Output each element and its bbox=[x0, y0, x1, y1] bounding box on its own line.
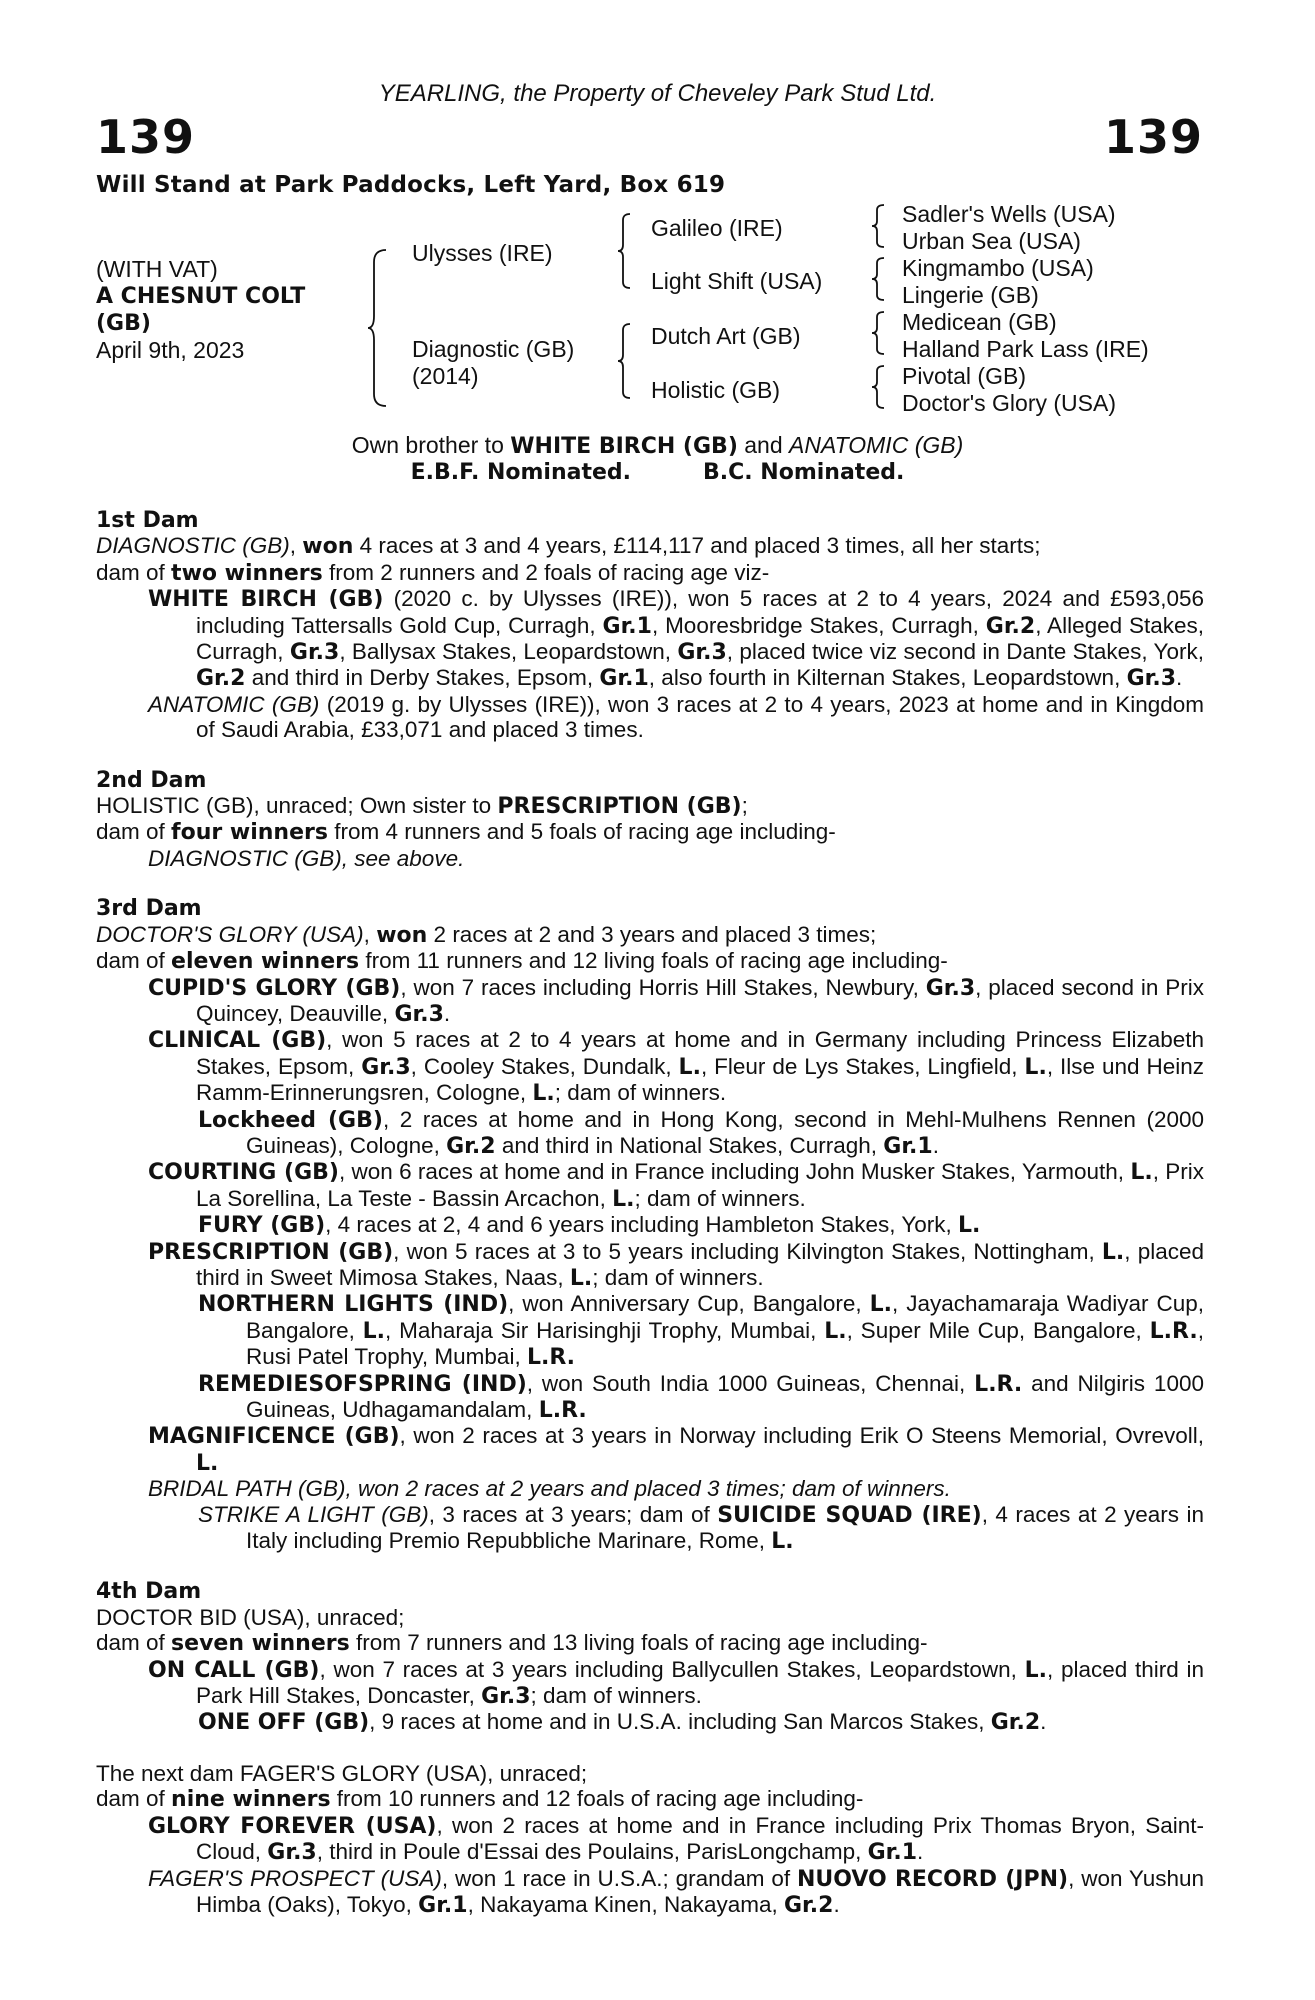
dam-year: (2014) bbox=[412, 363, 479, 389]
brace-g2 bbox=[872, 256, 886, 302]
own-brother-note: Own brother to WHITE BIRCH (GB) and ANATOMIC (GB) bbox=[351, 432, 964, 459]
second-dam-line: HOLISTIC (GB), unraced; Own sister to PRESCRIPTION (GB); bbox=[96, 793, 748, 820]
gen3-5: Medicean (GB) bbox=[902, 309, 1057, 335]
gen3-4: Lingerie (GB) bbox=[902, 282, 1039, 308]
gen3-8: Doctor's Glory (USA) bbox=[902, 390, 1116, 416]
second-dam-produce: dam of four winners from 4 runners and 5 foals of racing age including- bbox=[96, 819, 836, 846]
horse-country: (GB) bbox=[96, 311, 151, 336]
lot-number-left: 139 bbox=[96, 110, 196, 164]
nominations: E.B.F. Nominated. B.C. Nominated. bbox=[410, 460, 905, 485]
third-dam-section bbox=[96, 896, 1204, 1554]
entry-white-birch: WHITE BIRCH (GB) (2020 c. by Ulysses (IRE)), won 5 races at 2 to 4 years, 2024 and £593,056 including Tattersalls Gold Cup, Curragh, Gr.1, Mooresbridge Stakes, Curragh, Gr.2, Alleged Stakes, Curragh, Gr.3, Ballysax Stakes, Leopardstown, Gr.3, placed twice viz second in Dante Stakes, York, Gr.2 and third in Derby Stakes, Epsom, Gr.1, also fourth in Kilternan Stakes, Leopardstown, Gr.3. bbox=[148, 586, 1205, 692]
third-dam-produce: dam of eleven winners from 11 runners and 12 living foals of racing age including- bbox=[96, 948, 948, 975]
dam: Diagnostic (GB) bbox=[412, 336, 575, 362]
gen3-7: Pivotal (GB) bbox=[902, 363, 1026, 389]
gen3-2: Urban Sea (USA) bbox=[902, 228, 1081, 254]
horse-name: A CHESNUT COLT bbox=[96, 284, 306, 309]
entry-magnificence: MAGNIFICENCE (GB), won 2 races at 3 years in Norway including Erik O Steens Memorial, Ovrevoll, L. bbox=[148, 1423, 1204, 1476]
entry-remediesofspring: REMEDIESOFSPRING (IND), won South India 1000 Guineas, Chennai, L.R. and Nilgiris 1000 Guineas, Udhagamandalam, L.R. bbox=[198, 1370, 1204, 1423]
entry-diagnostic: DIAGNOSTIC (GB), see above. bbox=[148, 845, 465, 871]
catalogue-body bbox=[96, 508, 1204, 1918]
second-dam-section bbox=[96, 768, 1204, 872]
brace-dam bbox=[618, 322, 632, 400]
next-dam-section bbox=[96, 1761, 1204, 1918]
entry-anatomic: ANATOMIC (GB) (2019 g. by Ulysses (IRE)), won 3 races at 2 to 4 years, 2023 at home and in Kingdom of Saudi Arabia, £33,071 and placed 3 times. bbox=[148, 691, 1205, 743]
entry-northern-lights: NORTHERN LIGHTS (IND), won Anniversary Cup, Bangalore, L., Jayachamaraja Wadiyar Cup, Bangalore, L., Maharaja Sir Harisinghji Trophy, Mumbai, L., Super Mile Cup, Bangalore, L.R., Rusi Patel Trophy, Mumbai, L.R. bbox=[198, 1291, 1204, 1371]
entry-prescription: PRESCRIPTION (GB), won 5 races at 3 to 5 years including Kilvington Stakes, Nottingham, L., placed third in Sweet Mimosa Stakes, Naas, L.; dam of winners. bbox=[148, 1238, 1204, 1291]
brace-main bbox=[368, 248, 390, 408]
entry-fury: FURY (GB), 4 races at 2, 4 and 6 years including Hambleton Stakes, York, L. bbox=[198, 1212, 981, 1239]
stand-location: Will Stand at Park Paddocks, Left Yard, Box 619 bbox=[96, 172, 726, 198]
first-dam-heading: 1st Dam bbox=[96, 508, 199, 533]
entry-one-off: ONE OFF (GB), 9 races at home and in U.S.A. including San Marcos Stakes, Gr.2. bbox=[198, 1709, 1047, 1736]
gen3-6: Halland Park Lass (IRE) bbox=[902, 336, 1149, 362]
entry-lockheed: Lockheed (GB), 2 races at home and in Hong Kong, second in Mehl-Mulhens Rennen (2000 Guineas), Cologne, Gr.2 and third in National Stakes, Curragh, Gr.1. bbox=[198, 1106, 1204, 1159]
fourth-dam-heading: 4th Dam bbox=[96, 1579, 202, 1605]
entry-fagers-prospect: FAGER'S PROSPECT (USA), won 1 race in U.S.A.; grandam of NUOVO RECORD (JPN), won Yushun Himba (Oaks), Tokyo, Gr.1, Nakayama Kinen, Nakayama, Gr.2. bbox=[148, 1865, 1204, 1918]
lot-number-right: 139 bbox=[1103, 110, 1203, 164]
dam-dam: Holistic (GB) bbox=[651, 377, 781, 403]
brace-g1 bbox=[872, 203, 886, 249]
sire-dam: Light Shift (USA) bbox=[651, 268, 823, 294]
vat-note: (WITH VAT) bbox=[96, 256, 218, 282]
lot-subtitle: YEARLING, the Property of Cheveley Park Stud Ltd. bbox=[378, 80, 937, 107]
second-dam-heading: 2nd Dam bbox=[96, 767, 207, 793]
entry-cupids-glory: CUPID'S GLORY (GB), won 7 races including Horris Hill Stakes, Newbury, Gr.3, placed second in Prix Quincey, Deauville, Gr.3. bbox=[148, 974, 1205, 1027]
entry-clinical: CLINICAL (GB), won 5 races at 2 to 4 years at home and in Germany including Princess Elizabeth Stakes, Epsom, Gr.3, Cooley Stakes, Dundalk, L., Fleur de Lys Stakes, Lingfield, L., Ilse und Heinz Ramm-Erinnerungsren, Cologne, L.; dam of winners. bbox=[148, 1027, 1204, 1107]
gen3-1: Sadler's Wells (USA) bbox=[902, 201, 1116, 227]
entry-courting: COURTING (GB), won 6 races at home and in France including John Musker Stakes, Yarmouth, L., Prix La Sorellina, La Teste - Bassin Arcachon, L.; dam of winners. bbox=[148, 1159, 1204, 1212]
entry-glory-forever: GLORY FOREVER (USA), won 2 races at home and in France including Prix Thomas Bryon, Saint-Cloud, Gr.3, third in Poule d'Essai des Poulains, ParisLongchamp, Gr.1. bbox=[148, 1812, 1204, 1866]
gen3-3: Kingmambo (USA) bbox=[902, 255, 1094, 281]
entry-on-call: ON CALL (GB), won 7 races at 3 years including Ballycullen Stakes, Leopardstown, L., placed third in Park Hill Stakes, Doncaster, Gr.3; dam of winners. bbox=[148, 1656, 1205, 1710]
next-dam-line: The next dam FAGER'S GLORY (USA), unraced; bbox=[96, 1760, 588, 1786]
brace-g4 bbox=[872, 364, 886, 410]
sire: Ulysses (IRE) bbox=[412, 240, 553, 266]
next-dam-produce: dam of nine winners from 10 runners and 12 foals of racing age including- bbox=[96, 1786, 864, 1813]
first-dam-section bbox=[96, 508, 1204, 743]
fourth-dam-section bbox=[96, 1579, 1204, 1735]
fourth-dam-line: DOCTOR BID (USA), unraced; bbox=[96, 1604, 405, 1630]
dam-sire: Dutch Art (GB) bbox=[651, 323, 801, 349]
fourth-dam-produce: dam of seven winners from 7 runners and 13 living foals of racing age including- bbox=[96, 1630, 928, 1657]
entry-strike-a-light: STRIKE A LIGHT (GB), 3 races at 3 years; dam of SUICIDE SQUAD (IRE), 4 races at 2 years in Italy including Premio Repubbliche Marinare, Rome, L. bbox=[198, 1501, 1205, 1555]
sire-sire: Galileo (IRE) bbox=[651, 215, 783, 241]
third-dam-line: DOCTOR'S GLORY (USA), won 2 races at 2 and 3 years and placed 3 times; bbox=[96, 921, 877, 948]
first-dam-line: DIAGNOSTIC (GB), won 4 races at 3 and 4 years, £114,117 and placed 3 times, all her starts; bbox=[96, 533, 1041, 560]
brace-sire bbox=[618, 212, 632, 290]
third-dam-heading: 3rd Dam bbox=[96, 896, 202, 922]
brace-g3 bbox=[872, 310, 886, 356]
entry-bridal-path: BRIDAL PATH (GB), won 2 races at 2 years and placed 3 times; dam of winners. bbox=[148, 1476, 951, 1502]
foaling-date: April 9th, 2023 bbox=[96, 337, 245, 363]
first-dam-produce: dam of two winners from 2 runners and 2 foals of racing age viz- bbox=[96, 559, 770, 586]
